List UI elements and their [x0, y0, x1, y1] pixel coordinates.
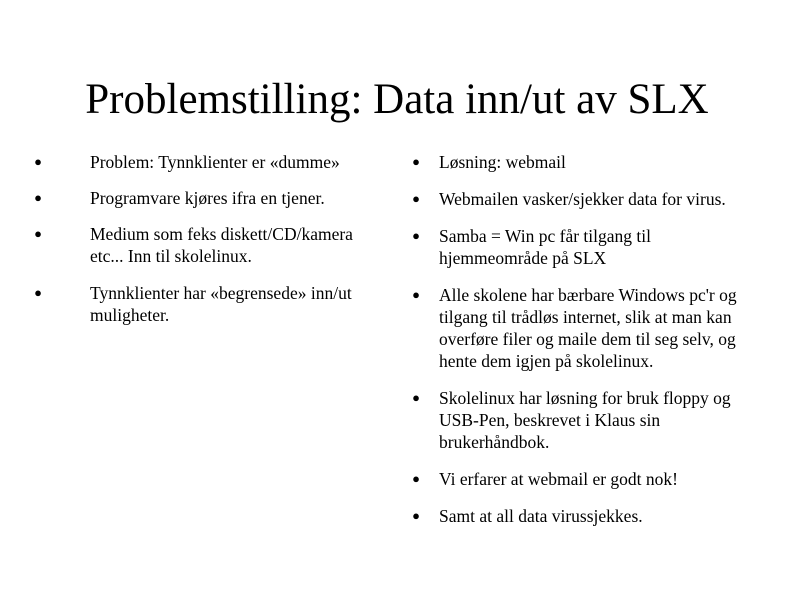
- list-item-text: Webmailen vasker/sjekker data for virus.: [439, 189, 726, 209]
- list-item-text: Alle skolene har bærbare Windows pc'r og tilgang til trådløs internet, slik at man kan overføre filer og maile dem til seg selv, og hente dem igjen på skolelinux.: [439, 285, 737, 371]
- list-item-text: Samt at all data virussjekkes.: [439, 506, 643, 526]
- list-item-text: Problem: Tynnklienter er «dumme»: [90, 152, 340, 172]
- list-item: [411, 225, 751, 269]
- list-item: [411, 151, 751, 173]
- list-item-text: Vi erfarer at webmail er godt nok!: [439, 469, 678, 489]
- list-item-text: Samba = Win pc får tilgang til hjemmeområde på SLX: [439, 226, 651, 268]
- list-item: [411, 468, 751, 490]
- bullet-icon: ●: [412, 287, 420, 302]
- list-item-text: Løsning: webmail: [439, 152, 566, 172]
- list-item: [411, 505, 751, 527]
- list-item: [33, 223, 373, 267]
- list-item: [411, 188, 751, 210]
- list-item: [411, 284, 751, 372]
- right-bullet-list: [411, 151, 751, 527]
- bullet-icon: ●: [412, 390, 420, 405]
- left-bullet-list: [33, 151, 373, 326]
- list-item: [33, 187, 373, 209]
- bullet-icon: ●: [412, 154, 420, 169]
- list-item: [33, 282, 373, 326]
- bullet-icon: ●: [412, 508, 420, 523]
- list-item-text: Tynnklienter har «begrensede» inn/ut muligheter.: [90, 283, 352, 325]
- bullet-icon: ●: [412, 191, 420, 206]
- list-item-text: Skolelinux har løsning for bruk floppy og USB-Pen, beskrevet i Klaus sin brukerhåndbok.: [439, 388, 731, 452]
- list-item-text: Programvare kjøres ifra en tjener.: [90, 188, 325, 208]
- bullet-icon: ●: [34, 154, 42, 169]
- list-item: [33, 151, 373, 173]
- list-item: [411, 387, 751, 453]
- bullet-icon: ●: [34, 285, 42, 300]
- bullet-icon: ●: [412, 471, 420, 486]
- bullet-icon: ●: [412, 228, 420, 243]
- slide-title: Problemstilling: Data inn/ut av SLX: [85, 76, 709, 123]
- list-item-text: Medium som feks diskett/CD/kamera etc... Inn til skolelinux.: [90, 224, 353, 266]
- bullet-icon: ●: [34, 190, 42, 205]
- bullet-icon: ●: [34, 226, 42, 241]
